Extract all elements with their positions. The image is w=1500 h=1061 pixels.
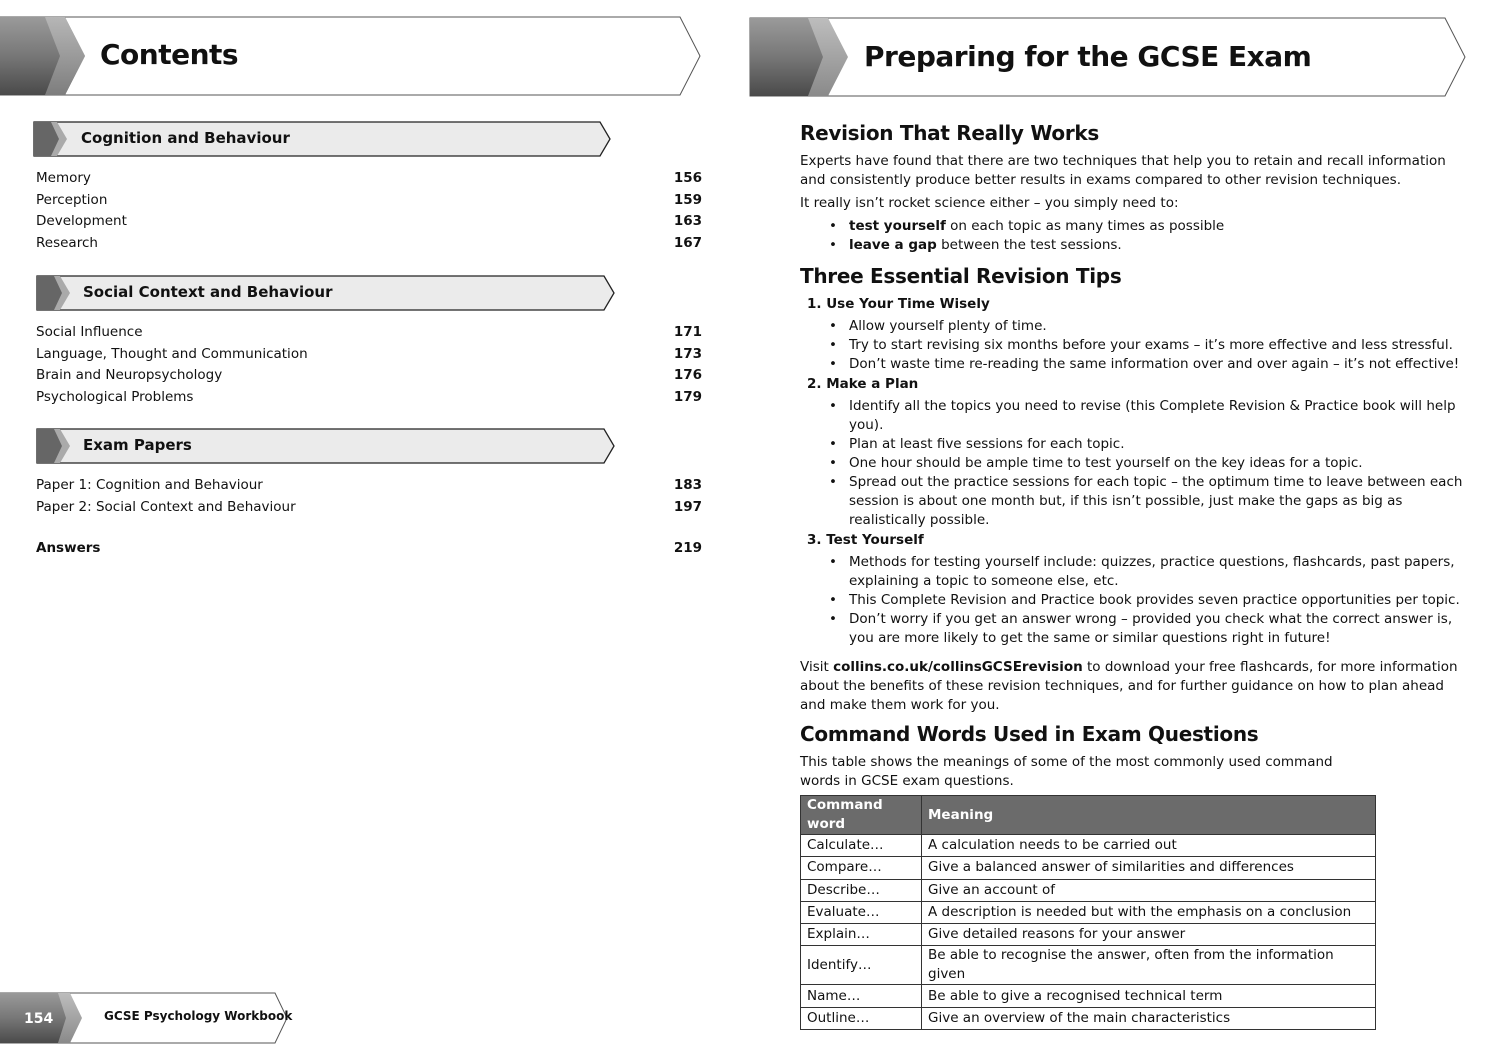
- table-row: [801, 835, 1376, 857]
- bullet-item: • Don’t waste time re-reading the same information over and over again – it’s not effective!: [829, 355, 1470, 374]
- section-heading: Revision That Really Works: [800, 121, 1099, 145]
- section-heading: Three Essential Revision Tips: [800, 264, 1122, 288]
- toc-entry[interactable]: [36, 190, 702, 212]
- toc-entry[interactable]: [36, 211, 702, 233]
- command-word: Name…: [801, 985, 922, 1007]
- paragraph: It really isn’t rocket science either – you simply need to:: [800, 195, 1179, 211]
- paragraph: Experts have found that there are two techniques that help you to retain and recall information and consistently produce better results in exams compared to other revision techniques.: [800, 153, 1446, 188]
- meaning: Give a balanced answer of similarities and differences: [922, 857, 1376, 879]
- toc-entry[interactable]: [36, 497, 702, 519]
- toc-label: Social Influence: [36, 324, 143, 340]
- command-word: Evaluate…: [801, 901, 922, 923]
- table-row: [801, 879, 1376, 901]
- section-heading: Social Context and Behaviour: [83, 283, 333, 301]
- bullet-item: • test yourself on each topic as many times as possible: [829, 217, 1470, 236]
- toc-entry[interactable]: [36, 322, 702, 344]
- column-header: Meaning: [922, 796, 1376, 835]
- toc-page: 176: [673, 367, 702, 384]
- toc-page: 197: [673, 498, 702, 515]
- bullet-item: • This Complete Revision and Practice book provides seven practice opportunities per topic.: [829, 591, 1470, 610]
- column-header: Command word: [801, 796, 922, 835]
- visit-paragraph: Visit collins.co.uk/collinsGCSErevision to download your free flashcards, for more information about the benefits of these revision techniques, and for further guidance on how to plan ahead and make them work for you.: [800, 659, 1458, 713]
- meaning: A calculation needs to be carried out: [922, 835, 1376, 857]
- section-heading: Cognition and Behaviour: [81, 129, 290, 147]
- meaning: Be able to give a recognised technical term: [922, 985, 1376, 1007]
- toc-label: Memory: [36, 170, 91, 186]
- bullet-item: • Identify all the topics you need to revise (this Complete Revision & Practice book will help you).: [829, 397, 1470, 435]
- bullet-item: • Try to start revising six months before your exams – it’s more effective and less stressful.: [829, 336, 1470, 355]
- bullet-item: • Allow yourself plenty of time.: [829, 317, 1470, 336]
- section-header: [36, 275, 618, 311]
- toc-page: 179: [673, 388, 702, 405]
- bullet-item: • Spread out the practice sessions for each topic – the optimum time to leave between each session is about one month but, if this isn’t possible, just make the gaps as big as realistically possible.: [829, 473, 1470, 530]
- toc-page: 159: [673, 191, 702, 208]
- bullet-item: • One hour should be ample time to test yourself on the key ideas for a topic.: [829, 454, 1470, 473]
- bullet-item: • leave a gap between the test sessions.: [829, 236, 1470, 255]
- toc-page: 173: [673, 345, 702, 362]
- toc-page: 156: [673, 170, 702, 186]
- book-title: GCSE Psychology Workbook: [104, 1009, 293, 1023]
- toc-list: [36, 475, 702, 518]
- command-word: Identify…: [801, 946, 922, 985]
- tip-item: [807, 295, 1470, 374]
- tip-item: [807, 531, 1470, 648]
- table-row: [801, 857, 1376, 879]
- toc-label: Research: [36, 234, 98, 251]
- toc-entry[interactable]: [36, 387, 702, 409]
- toc-label: Perception: [36, 191, 108, 208]
- toc-label: Paper 1: Cognition and Behaviour: [36, 477, 263, 493]
- table-row: [801, 985, 1376, 1007]
- toc-entry[interactable]: [36, 365, 702, 387]
- command-word: Outline…: [801, 1007, 922, 1029]
- command-word: Describe…: [801, 879, 922, 901]
- tip-title: 3. Test Yourself: [807, 532, 924, 548]
- meaning: A description is needed but with the emphasis on a conclusion: [922, 901, 1376, 923]
- toc-page: 167: [673, 234, 702, 251]
- page-number: 154: [24, 1011, 54, 1027]
- toc-entry[interactable]: [36, 344, 702, 366]
- toc-label: Paper 2: Social Context and Behaviour: [36, 498, 296, 515]
- bullet-item: • Methods for testing yourself include: quizzes, practice questions, flashcards, past papers, explaining a topic to someone else, etc.: [829, 553, 1470, 591]
- table-row: [801, 901, 1376, 923]
- bullet-item: • Don’t worry if you get an answer wrong – provided you check what the correct answer is, you are more likely to get the same or similar questions right in future!: [829, 610, 1470, 648]
- command-words-table: [800, 795, 1376, 1030]
- toc-list: [36, 168, 702, 254]
- section-header: [33, 121, 611, 157]
- toc-label: Brain and Neuropsychology: [36, 367, 223, 384]
- tip-title: 2. Make a Plan: [807, 376, 919, 392]
- paragraph: This table shows the meanings of some of the most commonly used command words in GCSE exam questions.: [800, 754, 1333, 789]
- table-row: [801, 924, 1376, 946]
- toc-label: Answers: [36, 540, 101, 556]
- section-heading: Exam Papers: [83, 436, 192, 454]
- page-title: Preparing for the GCSE Exam: [864, 40, 1312, 73]
- meaning: Be able to recognise the answer, often from the information given: [922, 946, 1376, 985]
- command-word: Compare…: [801, 857, 922, 879]
- page-title: Contents: [100, 38, 239, 71]
- toc-list: [36, 322, 702, 408]
- website-link[interactable]: collins.co.uk/collinsGCSErevision: [833, 659, 1083, 675]
- toc-label: Language, Thought and Communication: [36, 345, 308, 362]
- table-row: [801, 946, 1376, 985]
- toc-page: 171: [673, 324, 702, 340]
- toc-label: Development: [36, 213, 127, 230]
- bullet-item: • Plan at least five sessions for each topic.: [829, 435, 1470, 454]
- toc-answers[interactable]: [36, 538, 702, 560]
- meaning: Give an overview of the main characteristics: [922, 1007, 1376, 1029]
- command-word: Explain…: [801, 924, 922, 946]
- meaning: Give an account of: [922, 879, 1376, 901]
- tip-item: [807, 375, 1470, 530]
- table-row: [801, 1007, 1376, 1029]
- section-heading: Command Words Used in Exam Questions: [800, 722, 1259, 746]
- toc-entry[interactable]: [36, 168, 702, 190]
- toc-entry[interactable]: [36, 233, 702, 255]
- toc-label: Psychological Problems: [36, 388, 194, 405]
- command-word: Calculate…: [801, 835, 922, 857]
- section-header: [36, 428, 618, 464]
- toc-page: 163: [673, 213, 702, 230]
- toc-page: 183: [673, 477, 702, 493]
- toc-entry[interactable]: [36, 475, 702, 497]
- right-page-content: [800, 118, 1470, 1030]
- toc-page: 219: [673, 540, 702, 556]
- meaning: Give detailed reasons for your answer: [922, 924, 1376, 946]
- tip-title: 1. Use Your Time Wisely: [807, 296, 990, 312]
